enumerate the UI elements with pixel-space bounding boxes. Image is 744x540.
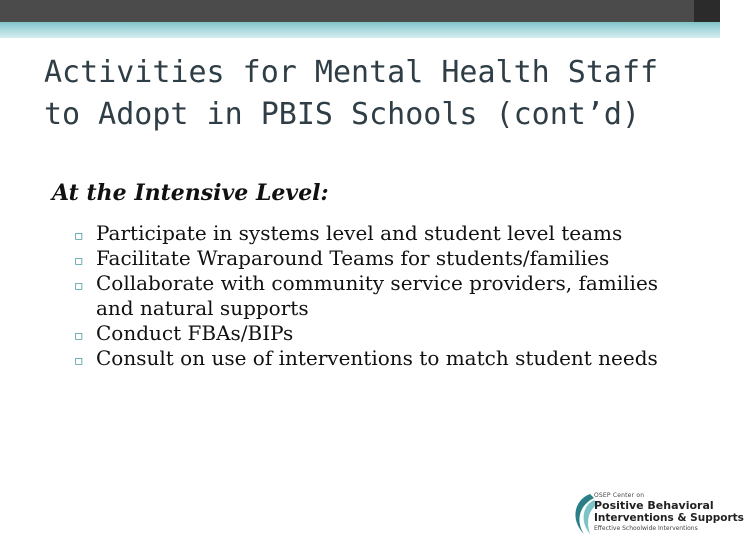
square-bullet-icon: ▫: [74, 353, 84, 369]
bullet-item: [74, 246, 694, 271]
logo-line-2: Positive Behavioral: [594, 499, 714, 512]
bullet-item: [74, 221, 694, 246]
bullet-list: [74, 221, 694, 371]
pbis-logo: [568, 490, 744, 538]
square-bullet-icon: ▫: [74, 278, 84, 294]
square-bullet-icon: ▫: [74, 228, 84, 244]
logo-line-1: OSEP Center on: [594, 492, 645, 499]
bullet-text: Facilitate Wraparound Teams for students/families: [96, 246, 610, 270]
slide-top-bar-accent: [694, 0, 720, 22]
slide-title: Activities for Mental Health Staff to Adopt in PBIS Schools (cont’d): [44, 55, 659, 132]
bullet-item: [74, 271, 694, 321]
bullet-text: Collaborate with community service providers, families and natural supports: [96, 271, 659, 320]
slide-header-band: [0, 22, 720, 38]
bullet-item: [74, 346, 694, 371]
square-bullet-icon: ▫: [74, 253, 84, 269]
section-subheading: At the Intensive Level:: [52, 180, 329, 206]
slide-top-bar: [0, 0, 720, 22]
bullet-text: Consult on use of interventions to match student needs: [96, 346, 658, 370]
bullet-item: [74, 321, 694, 346]
logo-line-3: Interventions & Supports: [594, 512, 744, 524]
logo-line-4: Effective Schoolwide Interventions: [594, 525, 698, 532]
bullet-text: Participate in systems level and student level teams: [96, 221, 623, 245]
bullet-text: Conduct FBAs/BIPs: [96, 321, 294, 345]
square-bullet-icon: ▫: [74, 328, 84, 344]
